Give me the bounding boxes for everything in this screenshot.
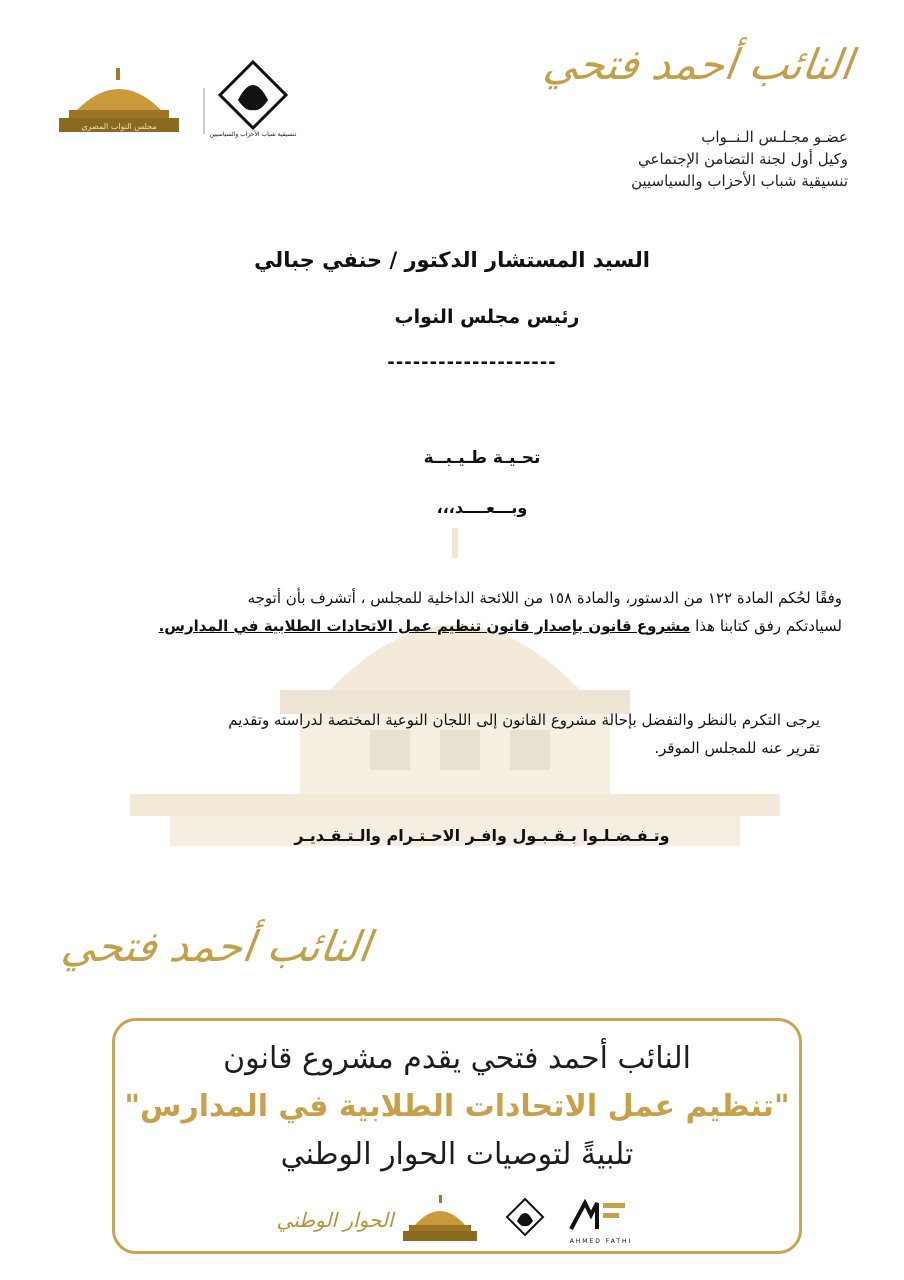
member-title: عضـو مجـلـس الـنــواب (701, 128, 848, 146)
paragraph-1-prefix: لسيادتكم رفق كتابنا هذا (690, 617, 842, 635)
bill-title: مشروع قانون بإصدار قانون تنظيم عمل الاتحادات الطلابية في المدارس. (158, 617, 691, 635)
national-dialogue-logo: الحوار الوطني (276, 1208, 394, 1232)
coordination-logo-small (507, 1199, 543, 1235)
banner-line-2: "تنظيم عمل الاتحادات الطلابية في المدارس" (124, 1089, 790, 1124)
paragraph-1-line-2 (159, 612, 842, 640)
brand-logo-text: AHMED FATHI (569, 1238, 633, 1245)
ahmed-fathi-brand-logo (570, 1203, 633, 1245)
coordination-logo-text: تنسيقية شباب الأحزاب والسياسيين (209, 131, 297, 138)
footer-signature: النائب أحمد فتحي (58, 922, 374, 971)
header-signature: النائب أحمد فتحي (540, 40, 856, 89)
parliament-logo-text: مجلس النواب المصري (81, 122, 157, 131)
logo-divider (203, 88, 205, 134)
paragraph-2-line-2: تقرير عنه للمجلس الموقر. (654, 739, 820, 757)
announcement-banner (112, 1018, 802, 1254)
parliament-logo (55, 66, 183, 138)
banner-logos (276, 1191, 645, 1247)
greeting: تحـيـة طـيـبــة (423, 448, 541, 468)
member-titles (631, 126, 848, 192)
addressee: السيد المستشار الدكتور / حنفي جبالي (254, 248, 650, 272)
paragraph-2-line-1: يرجى التكرم بالنظر والتفضل بإحالة مشروع القانون إلى اللجان النوعية المختصة لدراسته وتقديم (228, 711, 820, 729)
paragraph-2 (228, 706, 820, 762)
closing-line: وتـفـضـلـوا بـقـبـول وافـر الاحـتـرام والـتـقـديـر (294, 826, 670, 845)
coordination-title: تنسيقية شباب الأحزاب والسياسيين (631, 172, 848, 190)
paragraph-1-line-1: وفقًا لحُكم المادة ١٢٢ من الدستور، والمادة ١٥٨ من اللائحة الداخلية للمجلس ، أتشرف بأن أتوجه (247, 589, 842, 607)
paragraph-1 (159, 584, 842, 640)
deputy-title: وكيل أول لجنة التضامن الإجتماعي (638, 150, 848, 168)
addressee-position: رئيس مجلس النواب (394, 306, 580, 328)
parliament-dome-watermark (130, 520, 780, 850)
banner-line-3: تلبيةً لتوصيات الحوار الوطني (280, 1137, 634, 1172)
parliament-logo-small (403, 1195, 477, 1241)
coordination-logo (209, 60, 297, 138)
greeting-after: وبـــعــــد،،، (436, 498, 528, 517)
banner-line-1: النائب أحمد فتحي يقدم مشروع قانون (223, 1041, 691, 1076)
separator: -------------------- (387, 352, 557, 373)
